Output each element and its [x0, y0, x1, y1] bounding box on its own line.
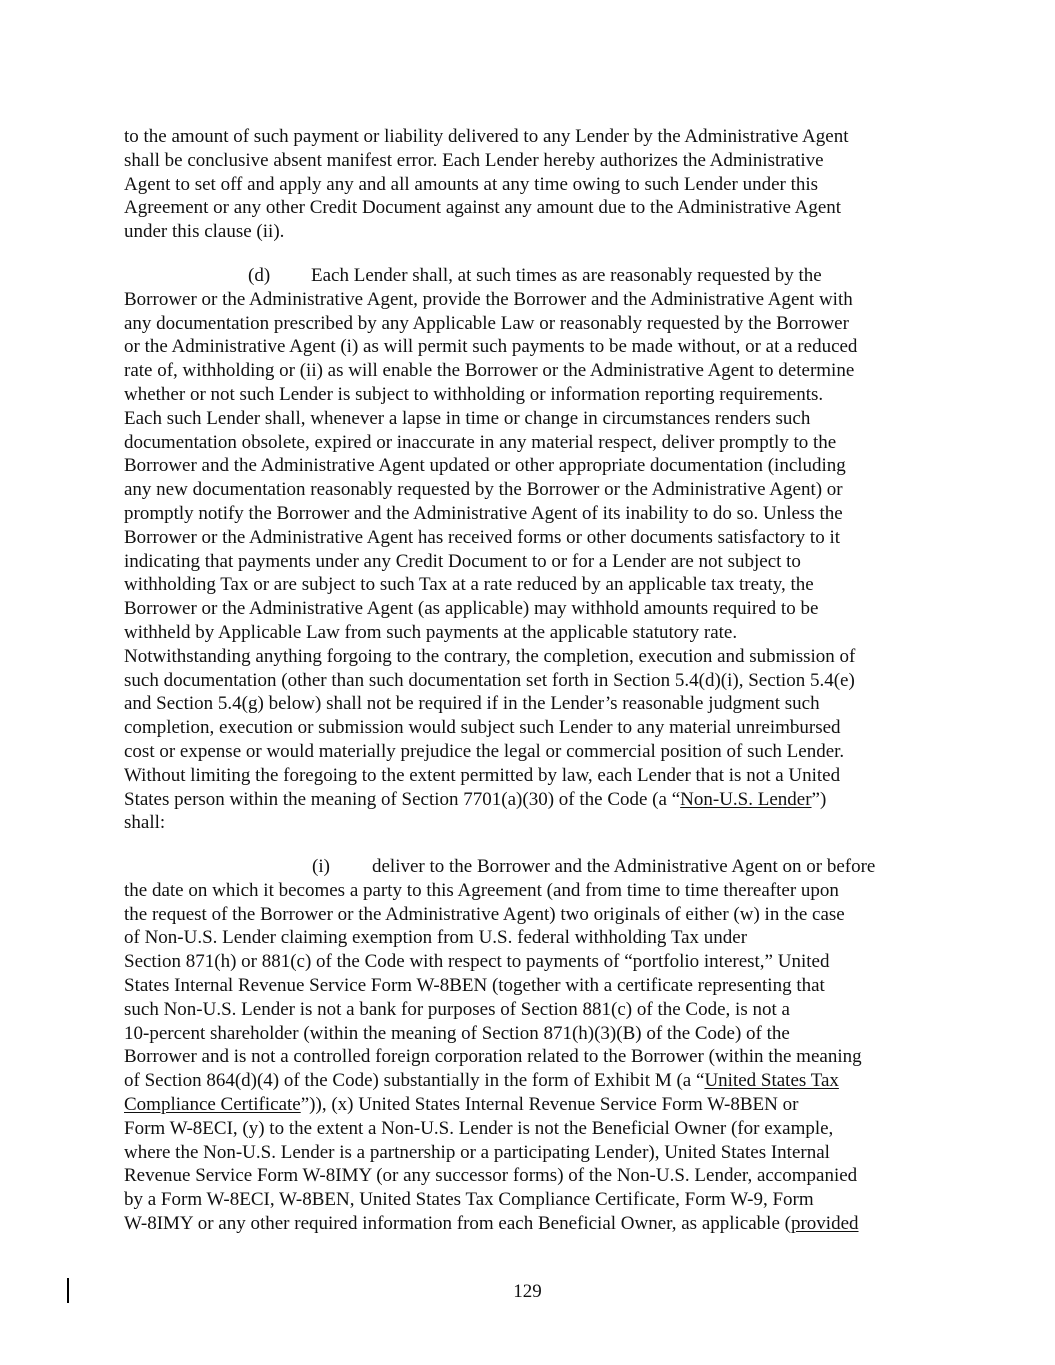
text-line — [124, 950, 944, 974]
text-line — [124, 1141, 944, 1165]
text-segment: Borrower and is not a controlled foreign corporation related to the Borrower (within the meaning — [124, 1046, 862, 1068]
section-marker: (d) — [248, 265, 271, 286]
text-line — [124, 312, 944, 336]
text-segment: indicating that payments under any Credit Document to or for a Lender are not subject to — [124, 550, 801, 572]
text-segment: the date on which it becomes a party to this Agreement (and from time to time thereafter upon — [124, 879, 839, 901]
text-segment: 10-percent shareholder (within the meaning of Section 871(h)(3)(B) of the Code) of the — [124, 1022, 790, 1044]
text-line — [124, 478, 944, 502]
text-line — [124, 359, 944, 383]
text-segment: rate of, withholding or (ii) as will enable the Borrower or the Administrative Agent to determine — [124, 360, 855, 382]
text-segment: such Non-U.S. Lender is not a bank for purposes of Section 881(c) of the Code, is not a — [124, 998, 790, 1020]
text-line — [124, 173, 944, 197]
page-number: 129 — [513, 1281, 542, 1302]
text-line — [124, 740, 944, 764]
text-segment: under this clause (ii). — [124, 221, 285, 243]
text-line — [124, 974, 944, 998]
text-line — [124, 1069, 944, 1093]
text-segment: Each Lender shall, at such times as are reasonably requested by the — [311, 265, 822, 286]
text-line — [124, 716, 944, 740]
text-line — [124, 526, 944, 550]
text-segment: shall be conclusive absent manifest error. Each Lender hereby authorizes the Administrative — [124, 149, 824, 171]
text-segment: the request of the Borrower or the Administrative Agent) two originals of either (w) in the case — [124, 903, 845, 925]
text-line — [124, 288, 944, 312]
text-segment: completion, execution or submission would subject such Lender to any material unreimbursed — [124, 717, 841, 739]
text-segment: Borrower or the Administrative Agent, provide the Borrower and the Administrative Agent with — [124, 288, 853, 310]
text-segment: ”) — [811, 788, 827, 810]
text-segment: shall: — [124, 812, 166, 834]
text-line — [124, 1164, 944, 1188]
text-line — [124, 903, 944, 927]
text-line — [124, 550, 944, 574]
text-segment: Each such Lender shall, whenever a lapse in time or change in circumstances renders such — [124, 407, 811, 429]
text-segment: ”)), (x) United States Internal Revenue Service Form W-8BEN or — [300, 1093, 799, 1115]
text-line — [124, 149, 944, 173]
text-line — [124, 335, 944, 359]
text-segment: Notwithstanding anything forgoing to the contrary, the completion, execution and submission of — [124, 645, 856, 667]
text-line — [124, 692, 944, 716]
text-line — [124, 597, 944, 621]
text-segment: Borrower and the Administrative Agent updated or other appropriate documentation (including — [124, 455, 846, 477]
defined-term: United States Tax — [704, 1070, 839, 1092]
text-segment: deliver to the Borrower and the Administrative Agent on or before — [372, 856, 876, 877]
text-segment: and Section 5.4(g) below) shall not be required if in the Lender’s reasonable judgment such — [124, 693, 820, 715]
text-line — [124, 1093, 944, 1117]
text-line — [124, 502, 944, 526]
text-line — [124, 879, 944, 903]
text-line — [124, 1022, 944, 1046]
text-segment: withheld by Applicable Law from such payments at the applicable statutory rate. — [124, 621, 738, 643]
text-line — [124, 264, 944, 288]
text-line — [124, 926, 944, 950]
text-line — [124, 125, 944, 149]
text-line — [124, 573, 944, 597]
text-line — [124, 1045, 944, 1069]
section-marker: (i) — [312, 856, 330, 877]
text-segment: Section 871(h) or 881(c) of the Code with respect to payments of “portfolio interest,” United — [124, 951, 830, 973]
text-segment: Without limiting the foregoing to the extent permitted by law, each Lender that is not a United — [124, 764, 841, 786]
text-line — [124, 811, 944, 835]
text-line — [124, 1188, 944, 1212]
text-segment: of Section 864(d)(4) of the Code) substantially in the form of Exhibit M (a “ — [124, 1070, 705, 1092]
text-line — [124, 621, 944, 645]
text-line — [124, 431, 944, 455]
text-line — [124, 645, 944, 669]
text-line — [124, 196, 944, 220]
text-line — [124, 1117, 944, 1141]
text-segment: promptly notify the Borrower and the Administrative Agent of its inability to do so. Unless the — [124, 502, 843, 524]
text-segment: W-8IMY or any other required information from each Beneficial Owner, as applicable ( — [124, 1212, 791, 1234]
text-segment: or the Administrative Agent (i) as will permit such payments to be made without, or at a reduced — [124, 336, 858, 358]
text-line — [124, 764, 944, 788]
paragraph-continuation — [124, 125, 944, 244]
text-segment: where the Non-U.S. Lender is a partnership or a participating Lender), United States Internal — [124, 1141, 830, 1163]
text-segment: Agreement or any other Credit Document against any amount due to the Administrative Agent — [124, 197, 842, 219]
text-segment: documentation obsolete, expired or inaccurate in any material respect, deliver promptly to the — [124, 431, 837, 453]
text-segment: of Non-U.S. Lender claiming exemption from U.S. federal withholding Tax under — [124, 927, 748, 949]
text-segment: States Internal Revenue Service Form W-8BEN (together with a certificate representing that — [124, 974, 825, 996]
text-segment: cost or expense or would materially prejudice the legal or commercial position of such Lender. — [124, 740, 845, 762]
text-segment: whether or not such Lender is subject to withholding or information reporting requirements. — [124, 383, 824, 405]
text-line — [124, 454, 944, 478]
text-line — [124, 855, 944, 879]
text-segment: withholding Tax or are subject to such Tax at a rate reduced by an applicable tax treaty, the — [124, 574, 814, 596]
paragraph-d — [124, 264, 944, 835]
text-line — [124, 1212, 944, 1236]
text-segment: any new documentation reasonably requested by the Borrower or the Administrative Agent) or — [124, 479, 843, 501]
text-segment: Agent to set off and apply any and all amounts at any time owing to such Lender under this — [124, 173, 819, 195]
defined-term: provided — [790, 1212, 859, 1234]
text-segment: such documentation (other than such documentation set forth in Section 5.4(d)(i), Section 5.4(e) — [124, 669, 855, 691]
text-segment: Borrower or the Administrative Agent has received forms or other documents satisfactory to it — [124, 526, 841, 548]
text-line — [124, 220, 944, 244]
text-segment: to the amount of such payment or liability delivered to any Lender by the Administrative Agent — [124, 126, 849, 147]
text-segment: any documentation prescribed by any Applicable Law or reasonably requested by the Borrower — [124, 312, 849, 334]
text-line — [124, 788, 944, 812]
text-line — [124, 407, 944, 431]
text-segment: Form W-8ECI, (y) to the extent a Non-U.S. Lender is not the Beneficial Owner (for example, — [124, 1117, 834, 1139]
defined-term: Compliance Certificate — [124, 1093, 301, 1115]
text-segment: Borrower or the Administrative Agent (as applicable) may withhold amounts required to be — [124, 598, 819, 620]
text-segment: Revenue Service Form W-8IMY (or any successor forms) of the Non-U.S. Lender, accompanied — [124, 1165, 858, 1187]
text-segment: by a Form W-8ECI, W-8BEN, United States Tax Compliance Certificate, Form W-9, Form — [124, 1189, 814, 1211]
text-segment: States person within the meaning of Section 7701(a)(30) of the Code (a “ — [124, 788, 681, 810]
text-line — [124, 383, 944, 407]
defined-term: Non-U.S. Lender — [680, 788, 812, 810]
text-line — [124, 669, 944, 693]
text-line — [124, 998, 944, 1022]
paragraph-d-i — [124, 855, 944, 1236]
